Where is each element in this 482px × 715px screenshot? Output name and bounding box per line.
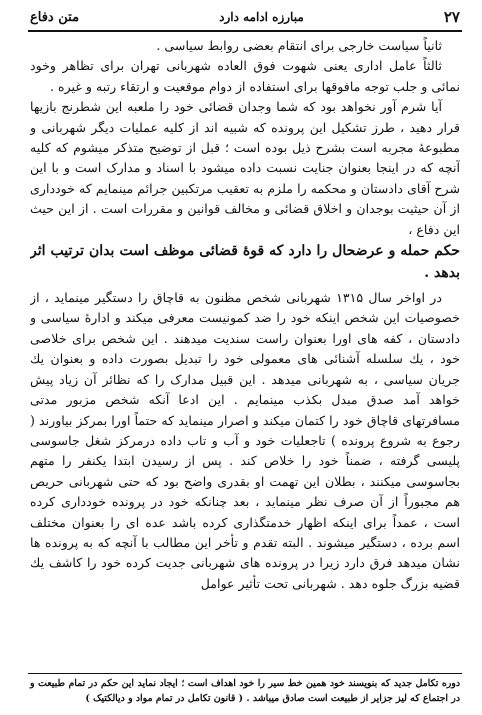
- header-rule: [28, 30, 462, 32]
- paragraph: ثالثاً عامل اداری یعنی شهوت فوق العاده شهربانی تهران برای تظاهر وخود نمائی و جلب توجه مافوقها برای استفاده از دوام موقعیت و ارتقاء رتبه و غیره .: [30, 58, 460, 94]
- running-head-left: متن دفاع: [30, 9, 80, 25]
- running-head-center: مبارزه ادامه دارد: [219, 10, 304, 24]
- footnote: دوره تکامل جدید که بنویسند خود همین خط سیر را خود اهداف است ؛ ایجاد نماید این حکم در تمام طبیعت و در اجتماع که لیز جزایر از طبیعت است صادق میباشد . ( قانون تکامل در تمام مواد و دیالکتیک ): [30, 678, 460, 704]
- bold-paragraph: حکم حمله و عرضحال را دارد که قوهٔ قضائی موظف است بدان ترتیب اثر بدهد .: [30, 243, 460, 282]
- paragraph: در اواخر سال ۱۳۱۵ شهربانی شخص مظنون به قاچاق را دستگیر مینماید ، از خصوصیات این شخص اینکه خود را ضد کمونیست معرفی میکند و ادارهٔ سیاسی و دادستان ، کفه های اورا بعنوان راست سندیت میدهند . این شخص برای خلاصی خود ، یك سلسله آشنائی های معمولی خود را تبدیل بصورت داده و بعنوان یك جریان سیاسی ، به شهربانی میدهد . این قبیل مدارک را که نظائر آن زیاد پیش خواهد آمد صدق مبدل بکذب مینمایم . این ادعا آنکه شخص مزبور مدتی مسافرتهای قاچاق خود را کتمان میکند و اصرار مینماید که حتماً اورا بمرکز بیاورند ( رجوع به شروع پرونده ) تاجعلیات خود و آب و تاب داده درمرکز شغل جاسوسی پلیسی گرفته ، ضمناً خود را خلاص کند . پس از رسیدن ابتدا یکنفر را متهم بجاسوسی میکنند ، بطلان این تهمت او بقدری واضح بود که حتی شهربانی حریص هم مجبوراً از آن صرف نظر مینماید ، بعد چنانکه خود در پرونده خودداری کرده است ، عمداً برای اینکه اظهار خدمتگذاری کرده باشد عده ای را بعنوان مختلف اسم برده ، دستگیر میشوند . البته تقدم و تأخر این مطالب با آنچه که به پرونده ها نشان میدهد فرق دارد زیرا در پرونده های شهربانی جدیت کرده خود را کاشف یك قضیه بزرگ جلوه دهد . شهربانی تحت تأثیر عوامل: [30, 290, 460, 591]
- footnote-rule: [28, 673, 462, 674]
- paragraph: آیا شرم آور نخواهد بود که شما وجدان قضائی خود را ملعبه این شطرنج بازیها قرار دهید ، طرز تشکیل این پرونده که شبیه اند از کلیه عملیات دیگر شهربانی و مطبوعهٔ مجربه است بشرح ذیل بوده است ؛ قبل از توضیح متذکر میشوم که کلیه آنچه که در اینجا بعنوان جنایت نسبت داده میشود با اسناد و مدارک است و با این شرح آقای دادستان و محکمه را ملزم به تعقیب مرتکبین جرائم مینمایم که خودداری از آن حیثیت بوجدان و اخلاق قضائی و مخالف قوانین و مقررات است . از این حیث این دفاع ،: [30, 99, 460, 237]
- page-header: [30, 6, 460, 28]
- body-text: [30, 36, 460, 656]
- paragraph: ثانیاً سیاست خارجی برای انتقام بعضی روابط سیاسی .: [156, 38, 442, 53]
- page-number: ۲۷: [443, 8, 460, 26]
